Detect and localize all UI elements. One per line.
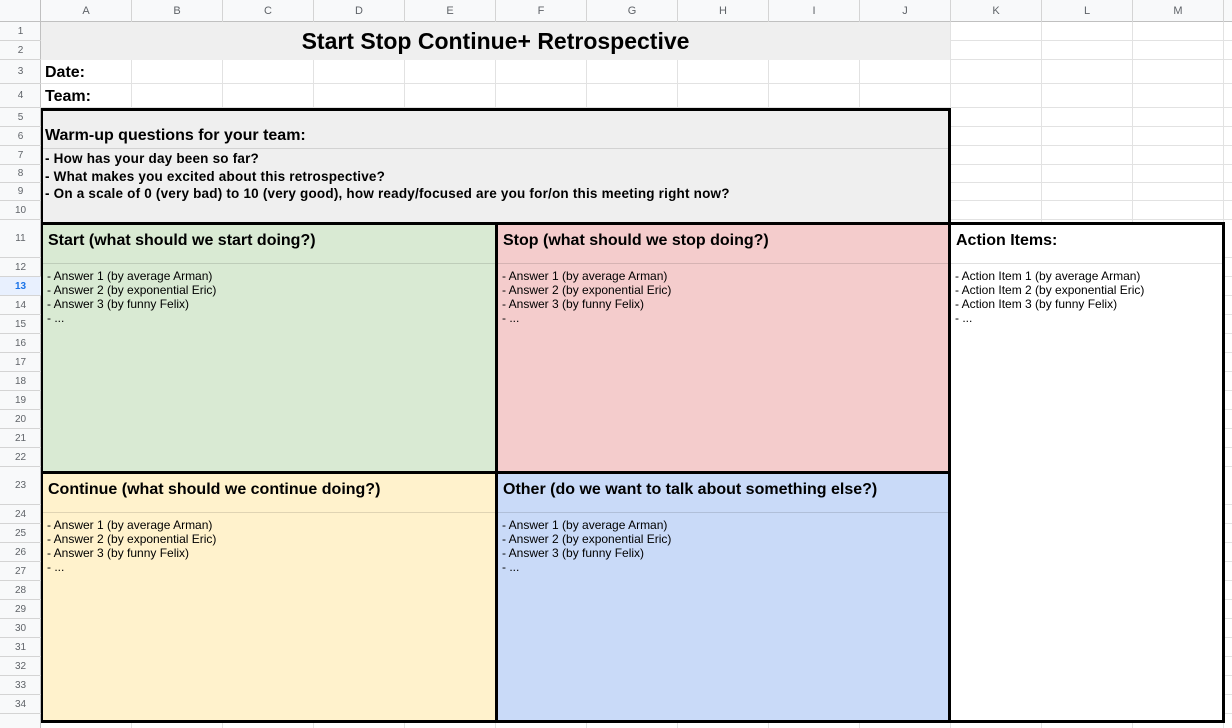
column-header-b[interactable]: B (132, 0, 223, 22)
column-header-l[interactable]: L (1042, 0, 1133, 22)
continue-answer-1[interactable]: - Answer 1 (by average Arman) (47, 518, 213, 532)
action-item-more[interactable]: - ... (955, 311, 973, 325)
start-answers (43, 269, 216, 325)
column-header-bar (0, 0, 1232, 22)
continue-answer-3[interactable]: - Answer 3 (by funny Felix) (47, 546, 190, 560)
row-header-2[interactable]: 2 (0, 41, 41, 60)
other-answer-2[interactable]: - Answer 2 (by exponential Eric) (502, 532, 672, 546)
other-answers (498, 518, 671, 574)
warmup-divider (43, 148, 948, 149)
row-header-31[interactable]: 31 (0, 638, 41, 657)
stop-section[interactable] (495, 222, 951, 474)
column-header-f[interactable]: F (496, 0, 587, 22)
row-header-29[interactable]: 29 (0, 600, 41, 619)
action-item-2[interactable]: - Action Item 2 (by exponential Eric) (955, 283, 1145, 297)
column-header-d[interactable]: D (314, 0, 405, 22)
stop-heading: Stop (what should we stop doing?) (503, 232, 769, 249)
column-header-k[interactable]: K (951, 0, 1042, 22)
sheet-title: Start Stop Continue+ Retrospective (301, 27, 690, 54)
action-items-heading: Action Items: (956, 232, 1058, 249)
row-header-6[interactable]: 6 (0, 127, 41, 146)
row-header-bar (0, 0, 41, 728)
warmup-box[interactable] (40, 108, 951, 225)
start-answer-2[interactable]: - Answer 2 (by exponential Eric) (47, 283, 217, 297)
row-header-7[interactable]: 7 (0, 146, 41, 165)
start-section[interactable] (40, 222, 498, 474)
column-header-m[interactable]: M (1133, 0, 1224, 22)
other-section[interactable] (495, 471, 951, 723)
row-header-14[interactable]: 14 (0, 296, 41, 315)
other-heading: Other (do we want to talk about something else?) (503, 481, 878, 498)
row-header-13[interactable]: 13 (0, 277, 41, 296)
other-answer-3[interactable]: - Answer 3 (by funny Felix) (502, 546, 645, 560)
action-items-divider (951, 263, 1222, 264)
row-header-28[interactable]: 28 (0, 581, 41, 600)
row-header-26[interactable]: 26 (0, 543, 41, 562)
row-header-15[interactable]: 15 (0, 315, 41, 334)
column-header-g[interactable]: G (587, 0, 678, 22)
row-header-8[interactable]: 8 (0, 165, 41, 183)
row-header-3[interactable]: 3 (0, 60, 41, 84)
column-header-c[interactable]: C (223, 0, 314, 22)
action-item-3[interactable]: - Action Item 3 (by funny Felix) (955, 297, 1118, 311)
row-header-22[interactable]: 22 (0, 448, 41, 467)
stop-answers (498, 269, 671, 325)
row-header-1[interactable]: 1 (0, 22, 41, 41)
team-label[interactable]: Team: (45, 88, 91, 105)
title-cell[interactable] (41, 22, 950, 60)
row-header-5[interactable]: 5 (0, 108, 41, 127)
warmup-question-3: - On a scale of 0 (very bad) to 10 (very good), how ready/focused are you for/on this meeting right now? (45, 186, 730, 201)
stop-answer-3[interactable]: - Answer 3 (by funny Felix) (502, 297, 645, 311)
row-header-18[interactable]: 18 (0, 372, 41, 391)
other-answer-more[interactable]: - ... (502, 560, 520, 574)
stop-answer-1[interactable]: - Answer 1 (by average Arman) (502, 269, 668, 283)
column-header-a[interactable]: A (41, 0, 132, 22)
warmup-question-2: - What makes you excited about this retrospective? (45, 169, 386, 184)
continue-answer-2[interactable]: - Answer 2 (by exponential Eric) (47, 532, 217, 546)
action-items-list (951, 269, 1144, 325)
stop-answer-more[interactable]: - ... (502, 311, 520, 325)
date-label[interactable]: Date: (45, 64, 86, 81)
stop-answer-2[interactable]: - Answer 2 (by exponential Eric) (502, 283, 672, 297)
start-answer-more[interactable]: - ... (47, 311, 65, 325)
warmup-question-1: - How has your day been so far? (45, 151, 259, 166)
row-header-25[interactable]: 25 (0, 524, 41, 543)
column-header-h[interactable]: H (678, 0, 769, 22)
select-all-corner[interactable] (0, 0, 41, 22)
row-header-30[interactable]: 30 (0, 619, 41, 638)
row-header-24[interactable]: 24 (0, 505, 41, 524)
row-header-11[interactable]: 11 (0, 220, 41, 258)
continue-answer-more[interactable]: - ... (47, 560, 65, 574)
column-header-j[interactable]: J (860, 0, 951, 22)
start-answer-3[interactable]: - Answer 3 (by funny Felix) (47, 297, 190, 311)
row-header-4[interactable]: 4 (0, 84, 41, 108)
start-heading: Start (what should we start doing?) (48, 232, 316, 249)
start-divider (43, 263, 495, 264)
row-header-33[interactable]: 33 (0, 676, 41, 695)
action-item-1[interactable]: - Action Item 1 (by average Arman) (955, 269, 1141, 283)
row-header-12[interactable]: 12 (0, 258, 41, 277)
continue-answers (43, 518, 216, 574)
continue-section[interactable] (40, 471, 498, 723)
continue-divider (43, 512, 495, 513)
row-header-10[interactable]: 10 (0, 201, 41, 220)
row-header-21[interactable]: 21 (0, 429, 41, 448)
other-divider (498, 512, 948, 513)
action-items-section[interactable] (948, 222, 1225, 723)
warmup-heading: Warm-up questions for your team: (45, 127, 306, 144)
row-header-9[interactable]: 9 (0, 183, 41, 201)
row-header-32[interactable]: 32 (0, 657, 41, 676)
column-header-e[interactable]: E (405, 0, 496, 22)
row-header-17[interactable]: 17 (0, 353, 41, 372)
start-answer-1[interactable]: - Answer 1 (by average Arman) (47, 269, 213, 283)
row-header-34[interactable]: 34 (0, 695, 41, 714)
other-answer-1[interactable]: - Answer 1 (by average Arman) (502, 518, 668, 532)
continue-heading: Continue (what should we continue doing?) (48, 481, 381, 498)
row-header-19[interactable]: 19 (0, 391, 41, 410)
stop-divider (498, 263, 948, 264)
row-header-16[interactable]: 16 (0, 334, 41, 353)
row-header-20[interactable]: 20 (0, 410, 41, 429)
row-header-27[interactable]: 27 (0, 562, 41, 581)
row-header-23[interactable]: 23 (0, 467, 41, 505)
column-header-i[interactable]: I (769, 0, 860, 22)
